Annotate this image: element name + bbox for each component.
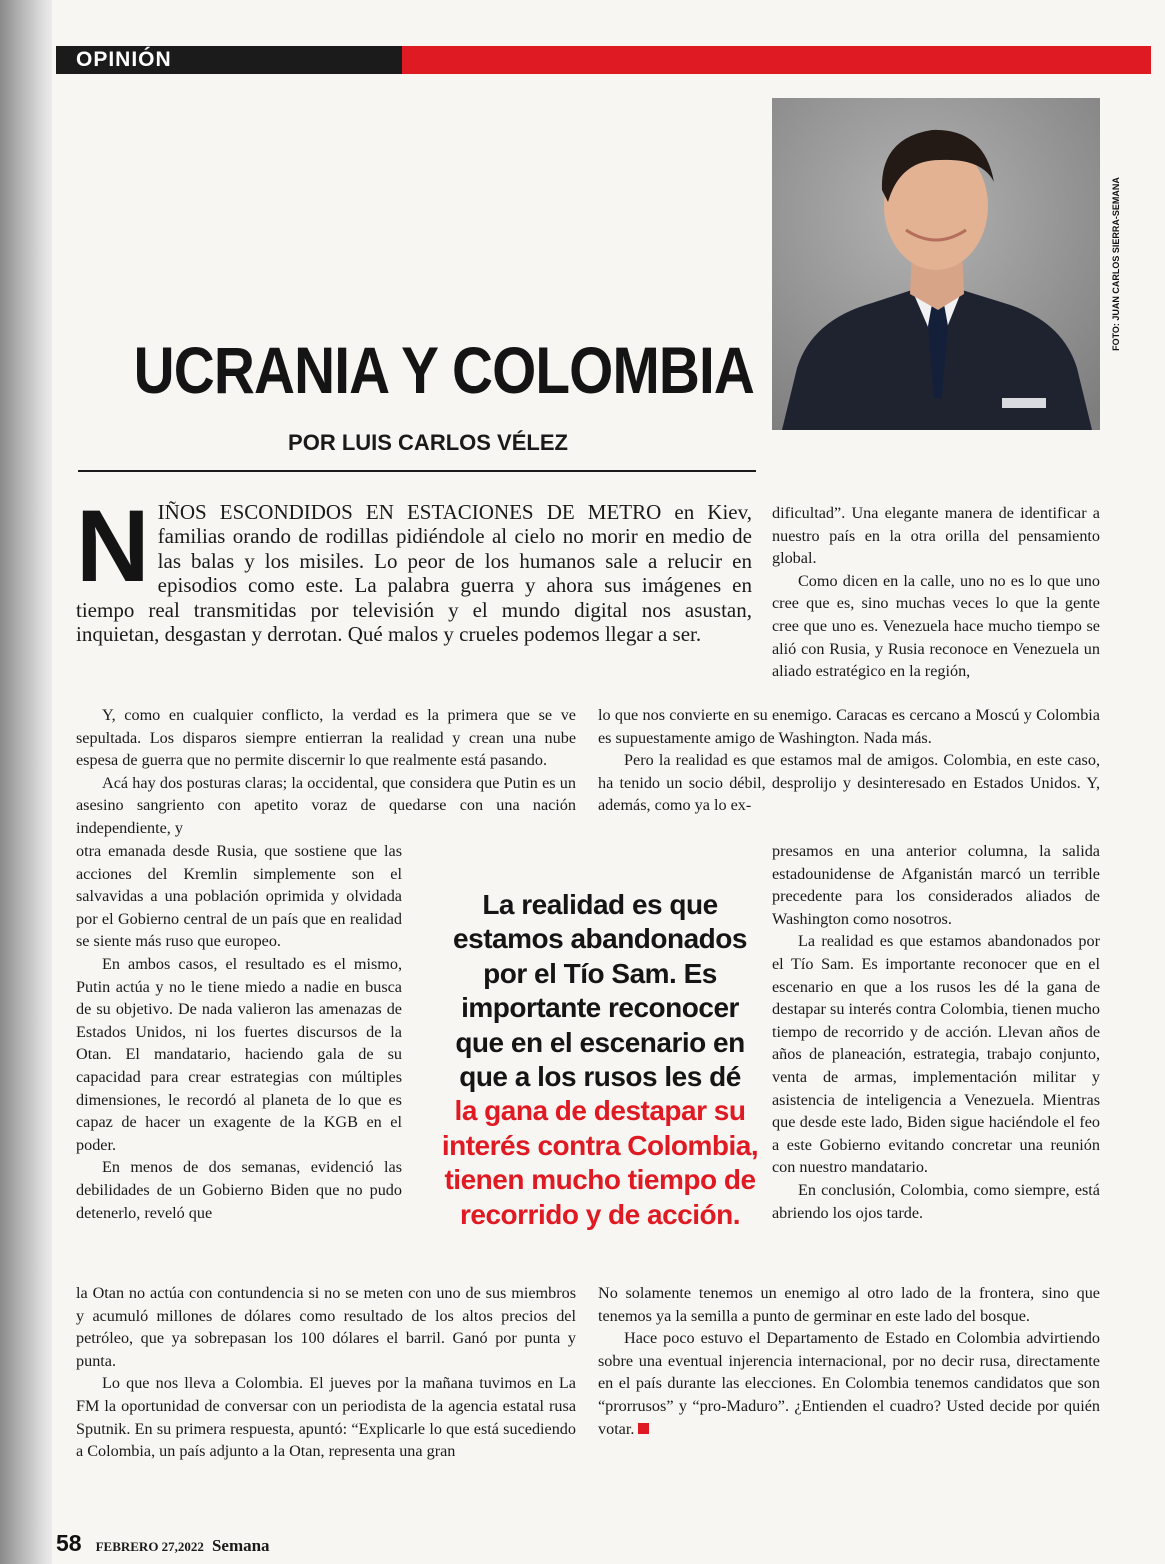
section-label: OPINIÓN bbox=[76, 48, 172, 71]
end-mark-icon bbox=[638, 1423, 649, 1434]
right-column-mid: lo que nos convierte en su enemigo. Caracas es cercano a Moscú y Colombia es supuestamente amigo de Washington. Nada más. Pero la realidad es que estamos mal de amigos. Colombia, en este caso, ha tenido un socio débil, desprolijo y desinteresado en Estados Unidos. Y, además, como ya lo ex- bbox=[598, 706, 1100, 815]
left-column-narrow: otra emanada desde Rusia, que sostiene que las acciones del Kremlin simplemente son el salvavidas a una población oprimida y olvidada por el Gobierno central de un país que en realidad se siente más ruso que europeo. En ambos casos, el resultado es el mismo, Putin actúa y no le tiene miedo a nadie en busca de su objetivo. De nada valieron las amenazas de Estados Unidos, ni los fuertes discursos de la Otan. El mandatario, haciendo gala de su capacidad para crear estrategias con múltiples dimensiones, le recordó al planeta de lo que es capaz de hacer un exagente de la KGB en el poder. En menos de dos semanas, evidenció las debilidades de un Gobierno Biden que no pudo detenerlo, reveló que bbox=[76, 842, 402, 1222]
page-number: 58 bbox=[56, 1530, 82, 1556]
right-column-top: dificultad”. Una elegante manera de identificar a nuestro país en la otra orilla del pensamiento global. Como dicen en la calle, uno no es lo que uno cree que es, sino muchas veces lo que la gente cree que uno es. Venezuela hace mucho tiempo se alió con Rusia, y Rusia reconoce en Venezuela un aliado estratégico en la región, bbox=[772, 504, 1100, 681]
pull-quote-red: la gana de destapar su interés contra Colombia, tienen mucho tiempo de recorrido y de acción. bbox=[441, 1095, 759, 1230]
lead-text: IÑOS ESCONDIDOS EN ESTACIONES DE METRO en Kiev, familias orando de rodillas pidiéndole al cielo no morir en medio de las balas y los misiles. Lo peor de los humanos sale a relucir en episodios como este. La palabra guerra y ahora sus imágenes en tiempo real transmitidas por televisión y el mundo digital nos asustan, inquietan, desgastan y derrotan. Qué malos y crueles podemos llegar a ser. bbox=[76, 500, 752, 647]
section-bar bbox=[56, 46, 1151, 74]
headline: UCRANIA Y COLOMBIA bbox=[133, 333, 755, 407]
issue-date: FEBRERO 27,2022 bbox=[95, 1539, 204, 1554]
page-binding-shadow bbox=[0, 0, 58, 1564]
left-column-bottom: la Otan no actúa con contundencia si no se meten con uno de sus miembros y acumuló millones de dólares como resultado de los altos precios del petróleo, que ya sobrepasan los 100 dólares el barril. Ganó por punta y punta. Lo que nos lleva a Colombia. El jueves por la mañana tuvimos en La FM la oportunidad de conversar con un periodista de la agencia estatal rusa Sputnik. En su primera respuesta, apuntó: “Explicarle lo que está sucediendo a Colombia, un país adjunto a la Otan, representa una gran bbox=[76, 1284, 576, 1461]
right-column-narrow: presamos en una anterior columna, la salida estadounidense de Afganistán marcó un terrible precedente para los considerados aliados de Washington como nosotros. La realidad es que estamos abandonados por el Tío Sam. Es importante reconocer que en el escenario en que a los rusos les dé la gana de destapar su interés contra Colombia, tienen mucho tiempo de recorrido y de acción. Llevan años de años de planeación, estrategia, trabajo conjunto, venta de armas, implementación militar y asistencia de inteligencia a Venezuela. Mientras que desde este lado, Biden sigue haciéndole el feo a este Gobierno evitando concretar una reunión con nuestro mandatario. En conclusión, Colombia, como siempre, está abriendo los ojos tarde. bbox=[772, 842, 1100, 1222]
byline: POR LUIS CARLOS VÉLEZ bbox=[288, 430, 568, 455]
dropcap: N bbox=[76, 489, 150, 603]
right-column-bottom: No solamente tenemos un enemigo al otro lado de la frontera, sino que tenemos ya la semilla a punto de germinar en este lado del bosque. Hace poco estuvo el Departamento de Estado en Colombia advirtiendo sobre una eventual injerencia internacional, por no decir rusa, directamente en el país durante las elecciones. En Colombia tenemos candidatos que son “prorrusos” y “pro-Maduro”. ¿Entienden el cuadro? Usted decide por quién votar. bbox=[598, 1284, 1100, 1438]
page-footer bbox=[56, 1530, 270, 1557]
magazine-name: Semana bbox=[211, 1536, 270, 1555]
pull-quote bbox=[438, 888, 762, 1232]
lead-paragraph bbox=[76, 489, 752, 647]
author-photo bbox=[772, 98, 1100, 430]
left-column-top: Y, como en cualquier conflicto, la verdad es la primera que se ve sepultada. Los disparos siempre entierran la realidad y crean una nube espesa de guerra que no permite discernir lo que realmente está pasando. Acá hay dos posturas claras; la occidental, que considera que Putin es un asesino sangriento con apetito voraz de quedarse con una nación independiente, y bbox=[76, 706, 576, 837]
photo-credit: FOTO: JUAN CARLOS SIERRA-SEMANA bbox=[1111, 177, 1121, 351]
magazine-page bbox=[52, 0, 1165, 1564]
pull-quote-black: La realidad es que estamos abandonados por el Tío Sam. Es importante reconocer que en el escenario en que a los rusos les dé bbox=[453, 889, 747, 1093]
divider bbox=[78, 470, 756, 472]
